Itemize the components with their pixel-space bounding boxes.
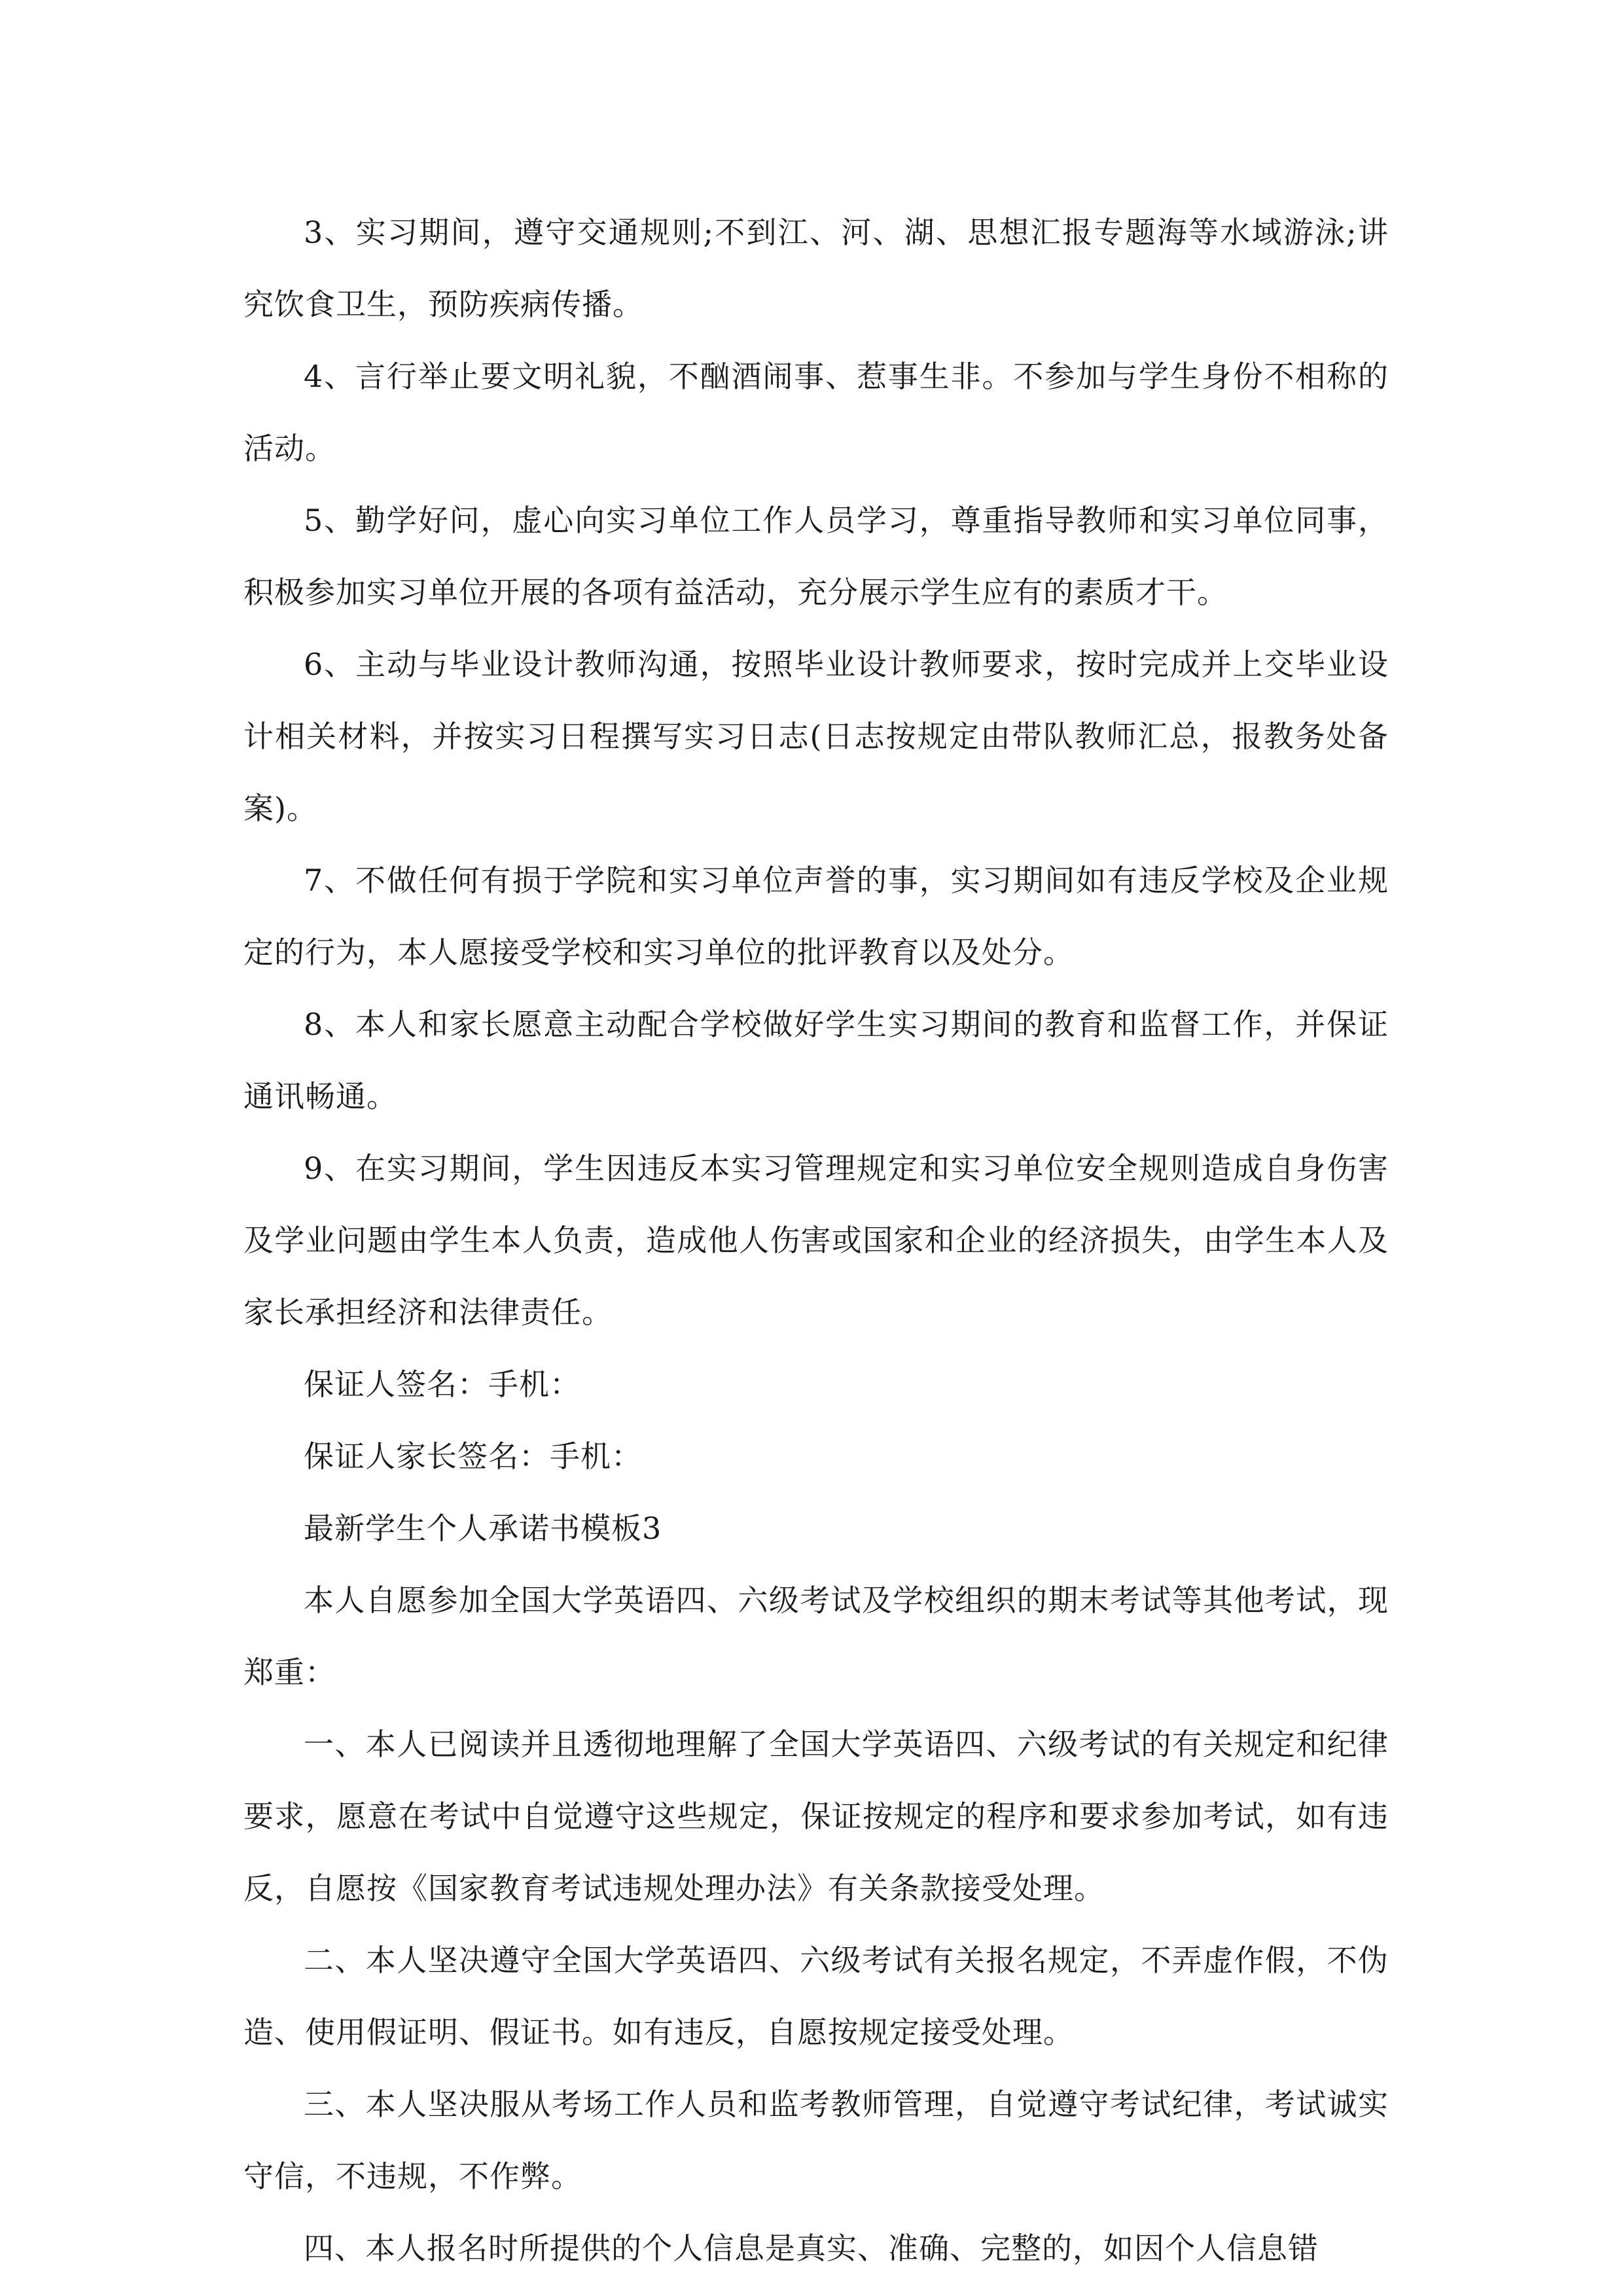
pledge-item-4: 四、本人报名时所提供的个人信息是真实、准确、完整的，如因个人信息错	[304, 2231, 1319, 2266]
guarantor-parent-signature-line: 保证人家长签名：手机：	[304, 1439, 642, 1474]
paragraph-item-6: 6、主动与毕业设计教师沟通，按照毕业设计教师要求，按时完成并上交毕业设计相关材料，并按实习日程撰写实习日志(日志按规定由带队教师汇总，报教务处备案)。	[243, 647, 1389, 826]
pledge-item-2: 二、本人坚决遵守全国大学英语四、六级考试有关报名规定，不弄虚作假，不伪造、使用假证明、假证书。如有违反，自愿按规定接受处理。	[243, 1943, 1389, 2050]
pledge-item-3: 三、本人坚决服从考场工作人员和监考教师管理，自觉遵守考试纪律，考试诚实守信，不违规，不作弊。	[243, 2087, 1389, 2194]
guarantor-signature-line: 保证人签名：手机：	[304, 1367, 580, 1402]
paragraph-item-9: 9、在实习期间，学生因违反本实习管理规定和实习单位安全规则造成自身伤害及学业问题由学生本人负责，造成他人伤害或国家和企业的经济损失，由学生本人及家长承担经济和法律责任。	[243, 1151, 1389, 1330]
pledge-intro: 本人自愿参加全国大学英语四、六级考试及学校组织的期末考试等其他考试，现郑重：	[243, 1583, 1389, 1690]
paragraph-item-3: 3、实习期间，遵守交通规则;不到江、河、湖、思想汇报专题海等水域游泳;讲究饮食卫生，预防疾病传播。	[243, 215, 1389, 322]
paragraph-item-4: 4、言行举止要文明礼貌，不酗酒闹事、惹事生非。不参加与学生身份不相称的活动。	[243, 359, 1389, 466]
section-title: 最新学生个人承诺书模板3	[304, 1511, 662, 1546]
pledge-item-1: 一、本人已阅读并且透彻地理解了全国大学英语四、六级考试的有关规定和纪律要求，愿意在考试中自觉遵守这些规定，保证按规定的程序和要求参加考试，如有违反，自愿按《国家教育考试违规处理办法》有关条款接受处理。	[243, 1727, 1389, 1906]
paragraph-item-7: 7、不做任何有损于学院和实习单位声誉的事，实习期间如有违反学校及企业规定的行为，本人愿接受学校和实习单位的批评教育以及处分。	[243, 863, 1389, 970]
paragraph-item-8: 8、本人和家长愿意主动配合学校做好学生实习期间的教育和监督工作，并保证通讯畅通。	[243, 1007, 1389, 1114]
document-body	[243, 196, 1389, 2284]
paragraph-item-5: 5、勤学好问，虚心向实习单位工作人员学习，尊重指导教师和实习单位同事，积极参加实习单位开展的各项有益活动，充分展示学生应有的素质才干。	[243, 503, 1389, 610]
